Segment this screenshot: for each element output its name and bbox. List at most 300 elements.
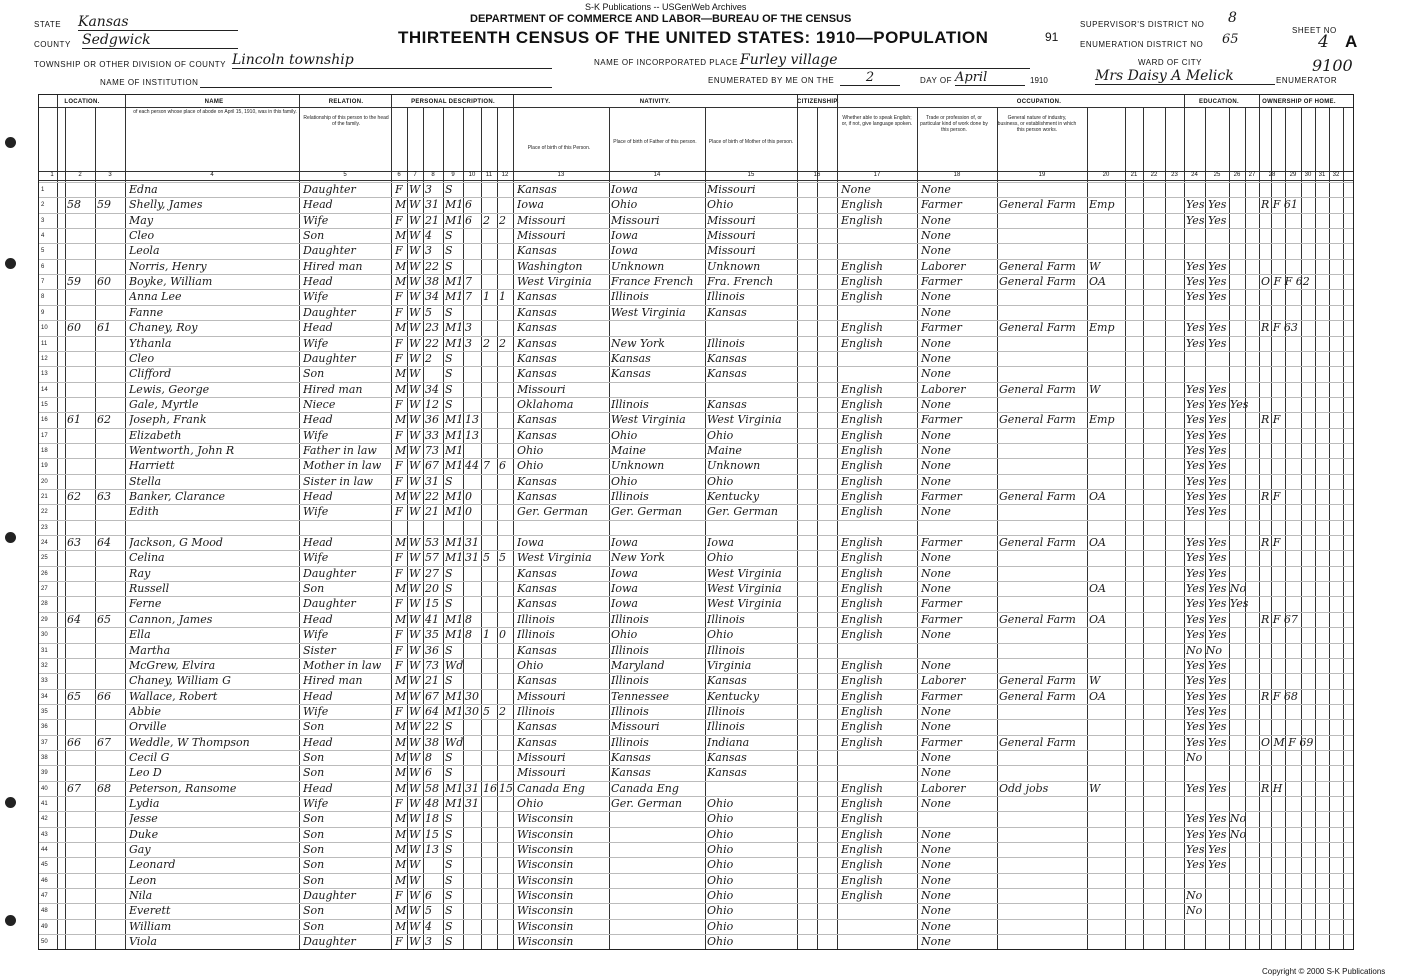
cell-age: 31: [425, 198, 439, 212]
cell-fam: 65: [97, 612, 111, 626]
department-line: DEPARTMENT OF COMMERCE AND LABOR—BUREAU OF THE CENSUS: [470, 13, 852, 25]
cell-edu: Yes Yes: [1186, 443, 1227, 457]
cell-race: W: [409, 275, 421, 289]
cell-pob: Kansas: [517, 244, 557, 258]
cell-fam: 63: [97, 490, 111, 503]
cell-mpob: Maine: [707, 443, 742, 457]
cell-rel: Wife: [303, 505, 329, 519]
cell-edu: Yes Yes: [1186, 474, 1227, 488]
cell-fpob: Maryland: [611, 658, 665, 672]
cell-ms: S: [445, 843, 453, 857]
table-row: [39, 428, 1353, 444]
cell-sex: M: [395, 321, 407, 335]
cell-ind: Odd jobs: [999, 781, 1049, 795]
cell-trade: None: [921, 459, 951, 473]
cell-eng: English: [841, 720, 883, 734]
group-nativity: NATIVITY.: [639, 99, 671, 105]
cell-name: Elizabeth: [129, 428, 182, 442]
cell-sex: M: [395, 735, 407, 749]
cell-fpob: France French: [611, 275, 694, 289]
cell-mpob: Missouri: [707, 229, 756, 243]
cell-eng: English: [841, 290, 883, 304]
cell-pob: Oklahoma: [517, 397, 574, 411]
enum-district-label: ENUMERATION DISTRICT NO: [1080, 40, 1204, 49]
cell-eng: English: [841, 658, 883, 672]
cell-my: 44: [465, 459, 479, 473]
stamp-91: 91: [1045, 30, 1059, 44]
cell-fpob: Ger. German: [611, 505, 682, 519]
cell-age: 5: [425, 904, 432, 918]
cell-own: R F: [1261, 536, 1281, 550]
cell-sex: F: [395, 183, 403, 196]
cell-fpob: Unknown: [611, 459, 665, 473]
cell-cb: 5: [483, 704, 490, 718]
cell-sex: M: [395, 490, 407, 503]
cell-mpob: West Virginia: [707, 582, 782, 596]
cell-sex: F: [395, 336, 403, 350]
cell-pob: West Virginia: [517, 275, 592, 289]
cell-ms: S: [445, 566, 453, 580]
cell-name: McGrew, Elvira: [129, 658, 216, 672]
table-row: [39, 458, 1353, 474]
cell-eng: English: [841, 628, 883, 642]
cell-rel: Head: [303, 781, 333, 795]
cell-trade: None: [921, 889, 951, 903]
column-number: 9: [451, 172, 455, 178]
group-education: EDUCATION.: [1199, 99, 1239, 105]
cell-trade: None: [921, 183, 951, 196]
cell-pob: Kansas: [517, 336, 557, 350]
institution-label: NAME OF INSTITUTION: [100, 78, 199, 87]
cell-fam: 64: [97, 536, 111, 550]
cell-mpob: Virginia: [707, 658, 752, 672]
cell-rel: Head: [303, 490, 333, 503]
table-row: [39, 643, 1353, 659]
cell-n: 37: [41, 739, 48, 746]
cell-fpob: Kansas: [611, 367, 651, 381]
cell-sex: M: [395, 674, 407, 688]
cell-emp: OA: [1089, 612, 1106, 626]
cell-age: 23: [425, 321, 439, 335]
cell-age: 12: [425, 397, 439, 411]
cell-ms: S: [445, 812, 453, 826]
cell-ms: M1: [445, 336, 463, 350]
cell-rel: Head: [303, 413, 333, 427]
subhead-trade: Trade or profession of, or particular kind of work done by this person.: [920, 115, 988, 133]
cell-own: R H: [1261, 781, 1283, 795]
cell-rel: Son: [303, 582, 325, 596]
cell-pob: Kansas: [517, 428, 557, 442]
table-row: [39, 673, 1353, 689]
cell-trade: Laborer: [921, 259, 966, 273]
cell-ms: M1: [445, 290, 463, 304]
cell-fam: 66: [97, 689, 111, 703]
cell-race: W: [409, 689, 421, 703]
cell-mpob: Kentucky: [707, 689, 760, 703]
cell-trade: None: [921, 443, 951, 457]
cell-fpob: Illinois: [611, 290, 649, 304]
cell-trade: None: [921, 628, 951, 642]
column-number: 10: [468, 172, 476, 178]
cell-eng: English: [841, 505, 883, 519]
cell-n: 46: [41, 877, 48, 884]
cell-rel: Hired man: [303, 259, 363, 273]
cell-fpob: West Virginia: [611, 413, 686, 427]
cell-n: 44: [41, 847, 48, 854]
cell-name: Stella: [129, 474, 162, 488]
cell-mpob: Ohio: [707, 827, 734, 841]
cell-ms: S: [445, 674, 453, 688]
cell-mpob: Kansas: [707, 750, 747, 764]
cell-ms: S: [445, 474, 453, 488]
cell-edu: Yes Yes: [1186, 290, 1227, 304]
cell-ind: General Farm: [999, 259, 1076, 273]
column-number: 30: [1304, 172, 1312, 178]
cell-fpob: Iowa: [611, 183, 638, 196]
cell-fpob: Iowa: [611, 536, 638, 550]
table-row: [39, 903, 1353, 919]
cell-ms: M1: [445, 490, 463, 503]
cell-eng: English: [841, 443, 883, 457]
cell-ind: General Farm: [999, 275, 1076, 289]
cell-my: 30: [465, 704, 479, 718]
table-row: [39, 550, 1353, 566]
cell-n: 35: [41, 708, 48, 715]
cell-age: 21: [425, 505, 439, 519]
table-row: [39, 320, 1353, 336]
cell-sex: M: [395, 536, 407, 550]
cell-n: 45: [41, 862, 48, 869]
cell-mpob: Illinois: [707, 290, 745, 304]
cell-fpob: Ohio: [611, 428, 638, 442]
cell-sex: M: [395, 858, 407, 872]
cell-name: Anna Lee: [129, 290, 182, 304]
cell-name: William: [129, 919, 172, 933]
cell-name: Shelly, James: [129, 198, 203, 212]
cell-eng: English: [841, 797, 883, 810]
cell-ms: M1: [445, 797, 463, 810]
cell-ms: Wd: [445, 658, 463, 672]
cell-ms: S: [445, 229, 453, 243]
cell-n: 17: [41, 432, 48, 439]
cell-sex: M: [395, 843, 407, 857]
cell-rel: Son: [303, 229, 325, 243]
cell-edu: Yes Yes No: [1186, 582, 1247, 596]
table-row: [39, 857, 1353, 873]
cell-trade: None: [921, 336, 951, 350]
table-row: [39, 489, 1353, 505]
cell-mpob: Ohio: [707, 919, 734, 933]
cell-fpob: Ger. German: [611, 797, 682, 810]
cell-race: W: [409, 873, 421, 887]
cell-mpob: Ohio: [707, 904, 734, 918]
cell-ms: S: [445, 935, 453, 949]
cell-race: W: [409, 536, 421, 550]
cell-mpob: Kansas: [707, 305, 747, 319]
cell-rel: Daughter: [303, 935, 356, 949]
cell-dw: 59: [67, 275, 81, 289]
cell-my: 13: [465, 413, 479, 427]
cell-sex: M: [395, 382, 407, 396]
cell-sex: M: [395, 612, 407, 626]
cell-name: Edna: [129, 183, 158, 196]
table-row: [39, 658, 1353, 674]
cell-n: 21: [41, 494, 48, 500]
cell-mpob: West Virginia: [707, 413, 782, 427]
cell-eng: English: [841, 490, 883, 503]
cell-rel: Head: [303, 612, 333, 626]
ward-label: WARD OF CITY: [1138, 58, 1202, 67]
cell-mpob: Ohio: [707, 551, 734, 565]
cell-edu: No: [1186, 904, 1203, 918]
cell-edu: Yes Yes No: [1186, 812, 1247, 826]
cell-mpob: Ohio: [707, 428, 734, 442]
cell-my: 31: [465, 781, 479, 795]
cell-fam: 60: [97, 275, 111, 289]
cell-own: O F F 62: [1261, 275, 1310, 289]
cell-ms: S: [445, 582, 453, 596]
cell-trade: None: [921, 474, 951, 488]
cell-sex: M: [395, 827, 407, 841]
cell-pob: Kansas: [517, 582, 557, 596]
cell-eng: English: [841, 259, 883, 273]
cell-n: 1: [41, 187, 45, 193]
cell-pob: Iowa: [517, 198, 544, 212]
cell-rel: Sister: [303, 643, 336, 657]
cell-fpob: Unknown: [611, 259, 665, 273]
cell-name: Banker, Clarance: [129, 490, 226, 503]
cell-emp: W: [1089, 259, 1101, 273]
cell-edu: Yes Yes: [1186, 674, 1227, 688]
cell-mpob: Ohio: [707, 843, 734, 857]
cell-name: Clifford: [129, 367, 172, 381]
cell-trade: Farmer: [921, 275, 962, 289]
cell-pob: Kansas: [517, 305, 557, 319]
column-number: 19: [1038, 172, 1046, 178]
cell-sex: M: [395, 812, 407, 826]
cell-mpob: Missouri: [707, 183, 756, 196]
cell-mpob: Missouri: [707, 213, 756, 227]
cell-n: 25: [41, 555, 48, 562]
cell-name: Chaney, Roy: [129, 321, 198, 335]
cell-rel: Son: [303, 750, 325, 764]
cell-trade: Laborer: [921, 781, 966, 795]
cell-ms: S: [445, 720, 453, 734]
table-row: [39, 366, 1353, 382]
column-number: 13: [557, 172, 565, 178]
cell-pob: Iowa: [517, 536, 544, 550]
punch-hole: [5, 915, 16, 926]
enum-district-value: 65: [1222, 32, 1239, 47]
cell-n: 42: [41, 816, 48, 823]
group-location: LOCATION.: [64, 99, 100, 105]
punch-hole: [5, 258, 16, 269]
table-row: [39, 566, 1353, 582]
cell-pob: Wisconsin: [517, 858, 574, 872]
cell-eng: English: [841, 689, 883, 703]
cell-mpob: Ohio: [707, 198, 734, 212]
cell-cb: 5: [483, 551, 490, 565]
table-row: [39, 289, 1353, 305]
cell-edu: Yes Yes Yes: [1186, 397, 1249, 411]
cell-own: R F 61: [1261, 198, 1298, 212]
cell-age: 5: [425, 305, 432, 319]
cell-edu: Yes Yes: [1186, 336, 1227, 350]
cell-trade: Farmer: [921, 536, 962, 550]
cell-pob: Kansas: [517, 367, 557, 381]
cell-sex: M: [395, 720, 407, 734]
cell-rel: Son: [303, 873, 325, 887]
cell-mpob: Unknown: [707, 459, 761, 473]
group-occupation: OCCUPATION.: [1016, 99, 1062, 105]
cell-name: May: [129, 213, 154, 227]
cell-age: 3: [425, 183, 432, 196]
cell-n: 26: [41, 570, 48, 577]
cell-rel: Mother in law: [303, 459, 382, 473]
cell-trade: None: [921, 904, 951, 918]
cell-my: 7: [465, 275, 472, 289]
cell-my: 31: [465, 551, 479, 565]
column-number: 11: [485, 172, 493, 178]
cell-sex: F: [395, 428, 403, 442]
cell-sex: M: [395, 367, 407, 381]
cell-eng: English: [841, 827, 883, 841]
cell-my: 6: [465, 213, 472, 227]
cell-cb: 2: [483, 213, 490, 227]
cell-fpob: Kansas: [611, 750, 651, 764]
table-row: [39, 934, 1353, 950]
place-label: NAME OF INCORPORATED PLACE: [594, 58, 738, 67]
cell-race: W: [409, 351, 421, 365]
sheet-value: 4: [1318, 32, 1329, 52]
cell-n: 27: [41, 586, 48, 593]
cell-race: W: [409, 797, 421, 810]
table-row: [39, 704, 1353, 720]
cell-ind: General Farm: [999, 536, 1076, 550]
cell-rel: Head: [303, 689, 333, 703]
column-number: 1: [50, 172, 54, 178]
cell-eng: English: [841, 873, 883, 887]
cell-n: 7: [41, 279, 45, 286]
cell-age: 67: [425, 689, 439, 703]
day-of-label: DAY OF: [920, 76, 953, 85]
cell-race: W: [409, 259, 421, 273]
column-number: 4: [210, 172, 214, 178]
cell-age: 67: [425, 459, 439, 473]
table-row: [39, 274, 1353, 290]
cell-eng: English: [841, 474, 883, 488]
cell-eng: English: [841, 536, 883, 550]
cell-pob: Kansas: [517, 413, 557, 427]
cell-trade: None: [921, 505, 951, 519]
table-row: [39, 182, 1353, 198]
cell-own: R F 68: [1261, 689, 1298, 703]
table-row: [39, 765, 1353, 781]
subhead-industry: General nature of industry, business, or establishment in which this person works.: [997, 115, 1077, 133]
cell-n: 39: [41, 770, 48, 777]
cell-ms: M1: [445, 628, 463, 642]
group-personal: PERSONAL DESCRIPTION.: [411, 99, 495, 105]
group-name: NAME: [204, 99, 224, 105]
table-row: [39, 888, 1353, 904]
cell-mpob: Ohio: [707, 812, 734, 826]
cell-eng: None: [841, 183, 871, 196]
cell-age: 31: [425, 474, 439, 488]
cell-age: 22: [425, 259, 439, 273]
cell-ms: M1: [445, 443, 463, 457]
cell-trade: None: [921, 213, 951, 227]
cell-age: 18: [425, 812, 439, 826]
cell-edu: Yes Yes: [1186, 612, 1227, 626]
cell-fpob: Missouri: [611, 720, 660, 734]
cell-name: Wallace, Robert: [129, 689, 218, 703]
cell-age: 34: [425, 382, 439, 396]
cell-sex: F: [395, 290, 403, 304]
cell-race: W: [409, 244, 421, 258]
cell-n: 32: [41, 662, 48, 669]
cell-my: 0: [465, 490, 472, 503]
cell-trade: None: [921, 797, 951, 810]
cell-cb: 7: [483, 459, 490, 473]
cell-eng: English: [841, 612, 883, 626]
enumerator-value: Mrs Daisy A Melick: [1095, 68, 1275, 85]
cell-age: 15: [425, 597, 439, 611]
cell-edu: Yes Yes: [1186, 428, 1227, 442]
cell-pob: Canada Eng: [517, 781, 585, 795]
cell-dw: 65: [67, 689, 81, 703]
cell-cl: 2: [499, 704, 506, 718]
header-divider: [39, 107, 1353, 108]
table-row: [39, 811, 1353, 827]
cell-n: 2: [41, 202, 45, 209]
cell-ind: General Farm: [999, 490, 1076, 503]
cell-mpob: Unknown: [707, 259, 761, 273]
cell-rel: Wife: [303, 628, 329, 642]
cell-edu: Yes Yes: [1186, 689, 1227, 703]
table-row: [39, 781, 1353, 797]
cell-race: W: [409, 643, 421, 657]
cell-sex: F: [395, 628, 403, 642]
cell-name: Chaney, William G: [129, 674, 231, 688]
cell-name: Ferne: [129, 597, 162, 611]
cell-eng: English: [841, 428, 883, 442]
cell-trade: None: [921, 766, 951, 780]
cell-eng: English: [841, 889, 883, 903]
cell-trade: None: [921, 367, 951, 381]
cell-pob: Kansas: [517, 351, 557, 365]
cell-ms: M1: [445, 428, 463, 442]
cell-pob: Wisconsin: [517, 843, 574, 857]
cell-pob: Kansas: [517, 597, 557, 611]
cell-rel: Daughter: [303, 351, 356, 365]
cell-ind: General Farm: [999, 674, 1076, 688]
state-label: STATE: [34, 20, 62, 29]
cell-age: 64: [425, 704, 439, 718]
cell-rel: Son: [303, 720, 325, 734]
cell-dw: 62: [67, 490, 81, 503]
cell-rel: Hired man: [303, 674, 363, 688]
cell-ms: M1: [445, 612, 463, 626]
cell-rel: Sister in law: [303, 474, 373, 488]
cell-sex: M: [395, 582, 407, 596]
cell-name: Orville: [129, 720, 167, 734]
cell-pob: Wisconsin: [517, 889, 574, 903]
cell-emp: Emp: [1089, 321, 1115, 335]
cell-rel: Wife: [303, 428, 329, 442]
cell-edu: Yes Yes: [1186, 781, 1227, 795]
cell-pob: Ohio: [517, 459, 544, 473]
cell-n: 48: [41, 908, 48, 915]
